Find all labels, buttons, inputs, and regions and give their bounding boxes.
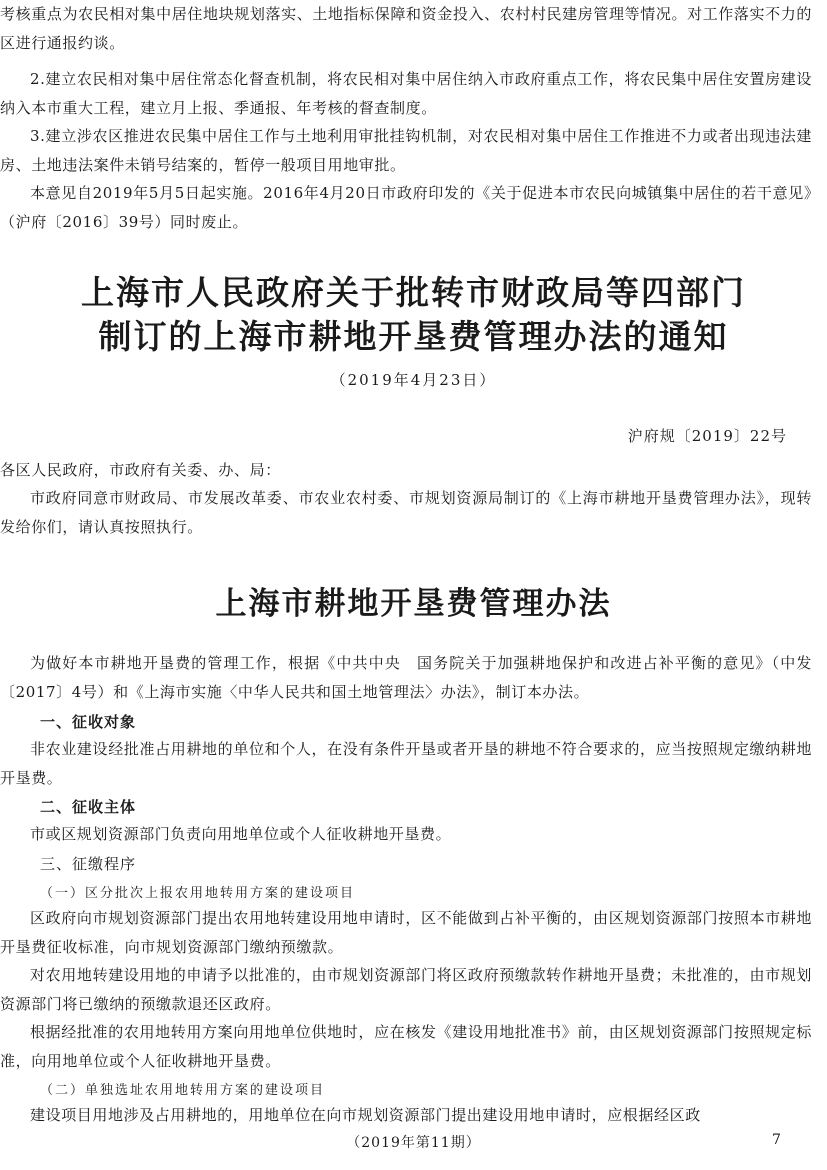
section-3-1-paragraph-2: 对农用地转建设用地的申请予以批准的，由市规划资源部门将区政府预缴款转作耕地开垦费；未批准的，由市规划资源部门将已缴纳的预缴款退还区政府。 bbox=[0, 966, 812, 1013]
notice-body: 市政府同意市财政局、市发展改革委、市农业农村委、市规划资源局制订的《上海市耕地开垦费管理办法》，现转发给你们，请认真按照执行。 bbox=[0, 489, 812, 536]
section-3-1-paragraph-3: 根据经批准的农用地转用方案向用地单位供地时，应在核发《建设用地批准书》前，由区规划资源部门按照规定标准，向用地单位或个人征收耕地开垦费。 bbox=[0, 1023, 812, 1070]
section-3-heading: 三、征缴程序 bbox=[40, 855, 137, 873]
section-3-1-paragraph-1: 区政府向市规划资源部门提出农用地转建设用地申请时，区不能做到占补平衡的，由区规划资源部门按照本市耕地开垦费征收标准，向市规划资源部门缴纳预缴款。 bbox=[0, 909, 812, 956]
section-1-heading: 一、征收对象 bbox=[40, 713, 137, 731]
measures-intro: 为做好本市耕地开垦费的管理工作，根据《中共中央 国务院关于加强耕地保护和改进占补平衡的意见》（中发〔2017〕4号）和《上海市实施〈中华人民共和国土地管理法〉办法》，制订本办法。 bbox=[0, 654, 812, 701]
page-number: 7 bbox=[772, 1132, 781, 1148]
section-2-body: 市或区规划资源部门负责向用地单位或个人征收耕地开垦费。 bbox=[30, 825, 452, 843]
section-1-body: 非农业建设经批准占用耕地的单位和个人，在没有条件开垦或者开垦的耕地不符合要求的，应当按照规定缴纳耕地开垦费。 bbox=[0, 740, 812, 787]
notice-title-line-2: 制订的上海市耕地开垦费管理办法的通知 bbox=[98, 317, 729, 356]
section-3-1-heading: （一）区分批次上报农用地转用方案的建设项目 bbox=[40, 886, 356, 901]
notice-date: （2019年4月23日） bbox=[330, 371, 497, 389]
footer-issue: （2019年第11期） bbox=[346, 1135, 481, 1151]
notice-title-line-1: 上海市人民政府关于批转市财政局等四部门 bbox=[81, 273, 746, 312]
notice-salutation: 各区人民政府，市政府有关委、办、局： bbox=[0, 461, 281, 479]
doc-number: 沪府规〔2019〕22号 bbox=[627, 427, 787, 445]
section-3-2-paragraph-1: 建设项目用地涉及占用耕地的，用地单位在向市规划资源部门提出建设用地申请时，应根据经区政 bbox=[30, 1106, 701, 1124]
paragraph-top-3: 3.建立涉农区推进农民集中居住工作与土地利用审批挂钩机制，对农民相对集中居住工作推进不力或者出现违法建房、土地违法案件未销号结案的，暂停一般项目用地审批。 bbox=[0, 127, 812, 174]
section-2-heading: 二、征收主体 bbox=[40, 798, 137, 816]
paragraph-top-1: 考核重点为农民相对集中居住地块规划落实、土地指标保障和资金投入、农村村民建房管理等情况。对工作落实不力的区进行通报约谈。 bbox=[0, 5, 812, 52]
paragraph-top-2: 2.建立农民相对集中居住常态化督查机制，将农民相对集中居住纳入市政府重点工作，将农民集中居住安置房建设纳入本市重大工程，建立月上报、季通报、年考核的督查制度。 bbox=[0, 70, 812, 117]
section-3-2-heading: （二）单独选址农用地转用方案的建设项目 bbox=[40, 1083, 326, 1098]
measures-title: 上海市耕地开垦费管理办法 bbox=[215, 586, 612, 622]
paragraph-top-4: 本意见自2019年5月5日起实施。2016年4月20日市政府印发的《关于促进本市农民向城镇集中居住的若干意见》（沪府〔2016〕39号）同时废止。 bbox=[0, 184, 812, 231]
